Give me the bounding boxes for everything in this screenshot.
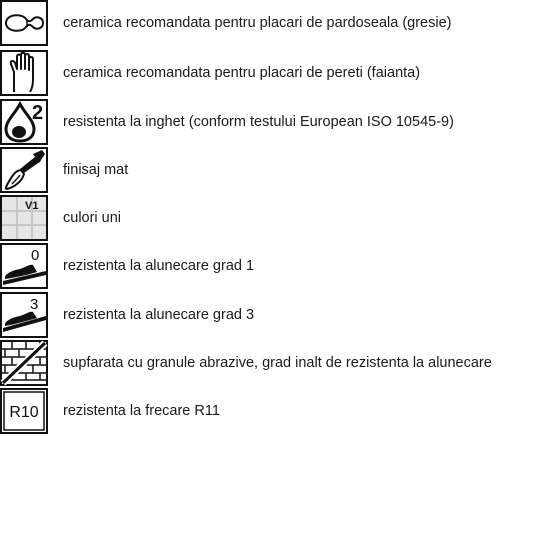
shoe-slope-icon (0, 292, 48, 338)
legend-item-label: supfarata cu granule abrazive, grad inalt de rezistenta la alunecare (63, 355, 492, 371)
frost-grade-badge: 2 (32, 102, 44, 124)
legend-item-slip-grade-3 (0, 292, 533, 340)
brush-icon (0, 147, 48, 193)
legend-item-label: rezistenta la frecare R11 (63, 403, 220, 419)
slip-value-badge: 0 (31, 247, 40, 264)
legend-item-friction (0, 388, 533, 436)
legend-item-label: finisaj mat (63, 162, 129, 178)
legend-item-floor (0, 0, 533, 48)
legend-item-label: ceramica recomandata pentru placari de pereti (faianta) (63, 65, 421, 81)
legend-item-label: rezistenta la alunecare grad 3 (63, 307, 255, 323)
tile-grid-icon (0, 195, 48, 241)
foot-icon (0, 0, 48, 46)
r10-badge-icon (0, 388, 48, 434)
legend-item-plain-colors (0, 195, 533, 243)
legend-item-label: ceramica recomandata pentru placari de pardoseala (gresie) (63, 15, 452, 31)
legend-item-abrasive-surface (0, 340, 533, 388)
shoe-slope-icon (0, 243, 48, 289)
friction-class-badge: R10 (9, 404, 39, 421)
brick-wall-icon (0, 340, 48, 386)
slip-value-badge: 3 (30, 296, 39, 313)
color-variation-badge: V1 (25, 200, 39, 212)
frost-drop-icon (0, 99, 48, 145)
hand-icon (0, 50, 48, 96)
legend-item-label: culori uni (63, 210, 122, 226)
legend-item-matte (0, 147, 533, 195)
legend-item-frost (0, 99, 533, 147)
legend-item-label: rezistenta la alunecare grad 1 (63, 258, 255, 274)
legend-item-label: resistenta la inghet (conform testului European ISO 10545-9) (63, 114, 454, 130)
legend-item-wall (0, 50, 533, 98)
legend-item-slip-grade-1 (0, 243, 533, 291)
